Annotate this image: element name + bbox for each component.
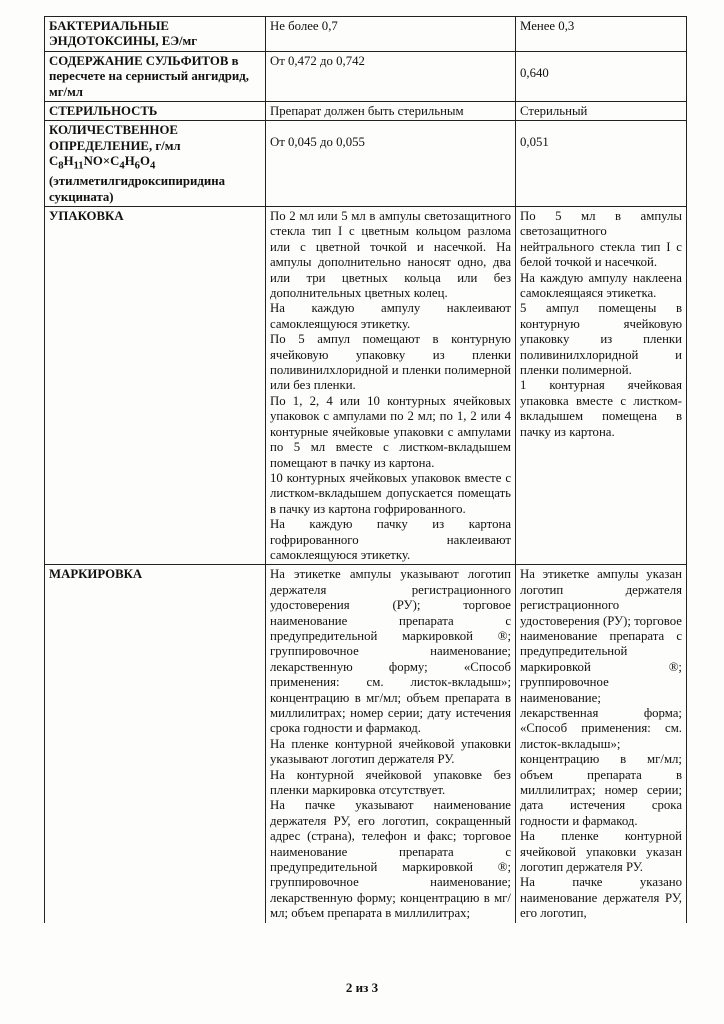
norm-cell: От 0,472 до 0,742 <box>266 51 516 101</box>
table-row <box>45 121 687 207</box>
result-cell <box>516 207 687 565</box>
norm-cell: От 0,045 до 0,055 <box>266 121 516 207</box>
paragraph: 10 контурных ячейковых упаковок вместе с листком-вкладышем допускается помещать в пачку из картона гофрированного. <box>270 470 511 516</box>
parameter-cell: СТЕРИЛЬНОСТЬ <box>45 102 266 121</box>
parameter-rest: в пересчете на сернистый ангидрид, мг/мл <box>49 53 249 99</box>
paragraph: На этикетке ампулы указывают логотип держателя регистрационного удостоверения (РУ); торговое наименование препарата с предупредительной маркировкой ®; группировочное наименование; лекарственную форму; «Способ применения: см. листок-вкладыш»; концентрацию в мг/мл; объем препарата в миллилитрах; номер серии; дату истечения срока годности и фармакод. <box>270 567 511 736</box>
result-cell: Стерильный <box>516 102 687 121</box>
paragraph: На пачке указано наименование держателя РУ, его логотип, <box>520 875 682 921</box>
table-row <box>45 565 687 923</box>
specification-table <box>44 16 687 923</box>
parameter-cell: УПАКОВКА <box>45 207 266 565</box>
paragraph: На каждую ампулу наклеена самоклеящаяся этикетка. <box>520 270 682 301</box>
result-cell <box>516 565 687 923</box>
paragraph: На пачке указывают наименование держателя РУ, его логотип, сокращенный адрес (страна), телефон и факс; торговое наименование препарата с предупредительной маркировкой ®; группировочное наименование; лекарственную форму; концентрацию в мг/мл; объем препарата в миллилитрах; <box>270 798 511 921</box>
chemical-formula: $C_8H_{11}NO\times C_4H_6O_4$ <box>49 154 156 172</box>
paragraph: На каждую пачку из картона гофрированного наклеивают самоклеящуюся этикетку. <box>270 517 511 562</box>
parameter-cell <box>45 121 266 207</box>
paragraph: По 5 ампул помещают в контурную ячейковую упаковку из пленки поливинилхлоридной и пленки полимерной или без пленки. <box>270 332 511 393</box>
table-row <box>45 51 687 101</box>
paragraph: На пленке контурной ячейковой упаковки указывают логотип держателя РУ. <box>270 736 511 767</box>
page-number: 2 из 3 <box>345 980 379 995</box>
parameter-line: КОЛИЧЕСТВЕННОЕ ОПРЕДЕЛЕНИЕ, г/мл <box>49 123 181 153</box>
paragraph: 5 ампул помещены в контурную ячейковую упаковку из пленки поливинилхлоридной и пленки полимерной. <box>520 301 682 378</box>
table-row <box>45 207 687 565</box>
paragraph: По 2 мл или 5 мл в ампулы светозащитного стекла тип I с цветным кольцом разлома или с цветной точкой и насечкой. На ампулы дополнительно наносят одно, два или три цветных кольца или без дополнительных цветных колец. <box>270 209 511 301</box>
result-cell: Менее 0,3 <box>516 17 687 52</box>
result-cell: 0,640 <box>516 51 687 101</box>
paragraph: На каждую ампулу наклеивают самоклеящуюся этикетку. <box>270 301 511 331</box>
result-cell: 0,051 <box>516 121 687 207</box>
parameter-cell: МАРКИРОВКА <box>45 565 266 923</box>
parameter-cell <box>45 51 266 101</box>
norm-cell: Препарат должен быть стерильным <box>266 102 516 121</box>
parameter-bold: СОДЕРЖАНИЕ СУЛЬФИТОВ <box>49 53 229 68</box>
paragraph: На пленке контурной ячейковой упаковки указан логотип держателя РУ. <box>520 829 682 875</box>
norm-cell <box>266 207 516 565</box>
paragraph: По 1, 2, 4 или 10 контурных ячейковых упаковок с ампулами по 2 мл; по 1, 2 или 4 контурные ячейковые упаковки с ампулами по 5 мл вместе с листком-вкладышем помещают в пачку из картона. <box>270 393 511 470</box>
norm-cell: Не более 0,7 <box>266 17 516 52</box>
table-row <box>45 17 687 52</box>
parameter-line: (этилметилгидроксипиридина сукцината) <box>49 174 226 204</box>
paragraph: По 5 мл в ампулы светозащитного нейтрального стекла тип I с белой точкой и насечкой. <box>520 209 682 270</box>
parameter-cell: БАКТЕРИАЛЬНЫЕ ЭНДОТОКСИНЫ, ЕЭ/мг <box>45 17 266 52</box>
paragraph: На этикетке ампулы указан логотип держателя регистрационного удостоверения (РУ); торговое наименование препарата с предупредительной маркировкой ®; группировочное наименование; лекарственная форма; «Способ применения: см. листок-вкладыш»; концентрацию в мг/мл; объем препарата в миллилитрах; номер серии; дата истечения срока годности и фармакод. <box>520 567 682 828</box>
paragraph: На контурной ячейковой упаковке без пленки маркировка отсутствует. <box>270 767 511 798</box>
norm-cell <box>266 565 516 923</box>
table-row <box>45 102 687 121</box>
paragraph: 1 контурная ячейковая упаковка вместе с листком-вкладышем помещена в пачку из картона. <box>520 378 682 439</box>
